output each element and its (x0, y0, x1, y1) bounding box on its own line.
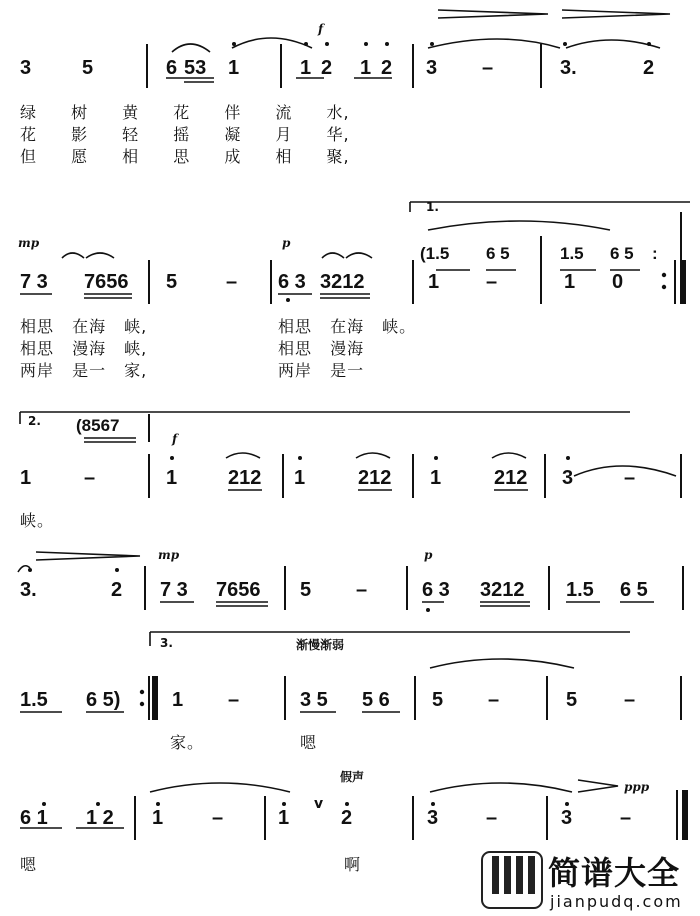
barline (682, 566, 684, 610)
barline (146, 44, 148, 88)
volta-ending: 1. (426, 200, 439, 214)
barline (270, 260, 272, 304)
note: – (212, 807, 224, 829)
barline (540, 260, 542, 304)
note: 1 (152, 807, 164, 829)
note: 3 (426, 57, 438, 79)
note: 5 (566, 689, 578, 711)
note: 7 3 (160, 579, 188, 601)
barline (412, 454, 414, 498)
note: 1 (430, 467, 442, 489)
watermark-title: 简谱大全 (548, 854, 681, 892)
lyric-word: 嗯 (300, 733, 318, 752)
barline (680, 212, 682, 264)
lyric-line: 相思 在海 峡, (20, 317, 148, 336)
barline (674, 260, 676, 304)
note: 1 (428, 271, 440, 293)
note: 1 (166, 467, 178, 489)
note: 3. (560, 57, 577, 79)
barline (414, 676, 416, 720)
final-barline (680, 260, 686, 304)
instrumental-note: (1.5 (420, 244, 450, 263)
barline (264, 796, 266, 840)
barline (680, 676, 682, 720)
volta-ending: 3. (160, 636, 173, 650)
note: – (486, 271, 498, 293)
note: 7656 (216, 579, 261, 601)
lyric-line: 两岸 是一 (278, 361, 365, 380)
note: – (488, 689, 500, 711)
note: – (226, 271, 238, 293)
barline (282, 454, 284, 498)
note: 3 5 (300, 689, 328, 711)
note: 1 (294, 467, 306, 489)
barline (412, 44, 414, 88)
dynamic-mark: ppp (624, 780, 650, 794)
note: – (482, 57, 494, 79)
barline (148, 260, 150, 304)
dynamic-mark: p (282, 236, 291, 250)
tempo-direction: 渐慢渐弱 (296, 638, 345, 652)
note: 3 (427, 807, 439, 829)
note: 6 3 (422, 579, 450, 601)
note: 212 (228, 467, 262, 489)
barline (544, 454, 546, 498)
note: 1.5 (566, 579, 594, 601)
barline (148, 414, 150, 442)
lyric-line: 相思 漫海 (278, 339, 365, 358)
breath-mark: v (314, 796, 324, 812)
barline (284, 676, 286, 720)
note: – (356, 579, 368, 601)
note: 1 (278, 807, 290, 829)
note: 7656 (84, 271, 129, 293)
note: 2 (643, 57, 655, 79)
note: – (624, 467, 636, 489)
instrumental-note: 6 5 (610, 244, 634, 263)
lyric-line: 花 影 轻 摇 凝 月 华, (20, 125, 350, 144)
note: – (228, 689, 240, 711)
dynamic-mark: mp (158, 548, 180, 562)
lyric-line: 但 愿 相 思 成 相 聚, (20, 147, 350, 166)
barline (540, 44, 542, 88)
note: 1 (360, 57, 372, 79)
lyric-line: 两岸 是一 家, (20, 361, 148, 380)
note: 1.5 (20, 689, 48, 711)
barline (548, 566, 550, 610)
note: 2 (321, 57, 333, 79)
note: 5 (166, 271, 178, 293)
barline (284, 566, 286, 610)
note: 6 5) (86, 689, 121, 711)
dynamic-mark: f (318, 22, 324, 36)
dynamic-mark: mp (18, 236, 40, 250)
note: 1 (228, 57, 240, 79)
note: 3212 (480, 579, 525, 601)
note: 1 (300, 57, 312, 79)
instrumental-note: 1.5 (560, 244, 584, 263)
note: 2 (381, 57, 393, 79)
lyric-word: 家。 (170, 733, 205, 752)
instrumental-note: 6 5 (486, 244, 510, 263)
voice-direction: 假声 (340, 770, 365, 784)
barline (148, 676, 150, 720)
note: 5 (82, 57, 94, 79)
note: 6 3 (278, 271, 306, 293)
lyric-word: 嗯 (20, 855, 38, 874)
note: 5 6 (362, 689, 390, 711)
note: 1 2 (86, 807, 114, 829)
barline (134, 796, 136, 840)
barline (412, 796, 414, 840)
barline (148, 454, 150, 498)
note: 2 (111, 579, 123, 601)
barline (144, 566, 146, 610)
note: – (486, 807, 498, 829)
instrumental-note: (8567 (76, 416, 120, 435)
note: 212 (358, 467, 392, 489)
note: 6 (166, 57, 178, 79)
lyric-line: 相思 漫海 峡, (20, 339, 148, 358)
note: 5 (432, 689, 444, 711)
note: 6 5 (620, 579, 648, 601)
barline (546, 796, 548, 840)
note: 1 (564, 271, 576, 293)
lyric-line: 相思 在海 峡。 (278, 317, 417, 336)
final-barline (682, 790, 688, 840)
note: 3. (20, 579, 37, 601)
note: 212 (494, 467, 528, 489)
barline (546, 676, 548, 720)
lyric-line: 绿 树 黄 花 伴 流 水, (20, 103, 350, 122)
dynamic-mark: f (172, 432, 178, 446)
repeat-barline (152, 676, 158, 720)
note: – (624, 689, 636, 711)
watermark-url: jianpudq.com (550, 892, 683, 911)
note: 5 (300, 579, 312, 601)
barline (676, 790, 678, 840)
note: 3 (562, 467, 574, 489)
note: – (84, 467, 96, 489)
barline (280, 44, 282, 88)
note: 1 (20, 467, 32, 489)
note: 1 (172, 689, 184, 711)
barline (406, 566, 408, 610)
dynamic-mark: p (424, 548, 433, 562)
note: 0 (612, 271, 624, 293)
note: 2 (341, 807, 353, 829)
barline (680, 454, 682, 498)
note: – (620, 807, 632, 829)
barline (412, 260, 414, 304)
note: 3 (20, 57, 32, 79)
lyric-line: 峡。 (20, 511, 55, 530)
note: 3 (561, 807, 573, 829)
note: 3212 (320, 271, 365, 293)
note: 53 (184, 57, 207, 79)
volta-ending: 2. (28, 414, 41, 428)
lyric-word: 啊 (344, 855, 362, 874)
repeat-sign: : (652, 244, 658, 263)
note: 7 3 (20, 271, 48, 293)
note: 6 1 (20, 807, 48, 829)
